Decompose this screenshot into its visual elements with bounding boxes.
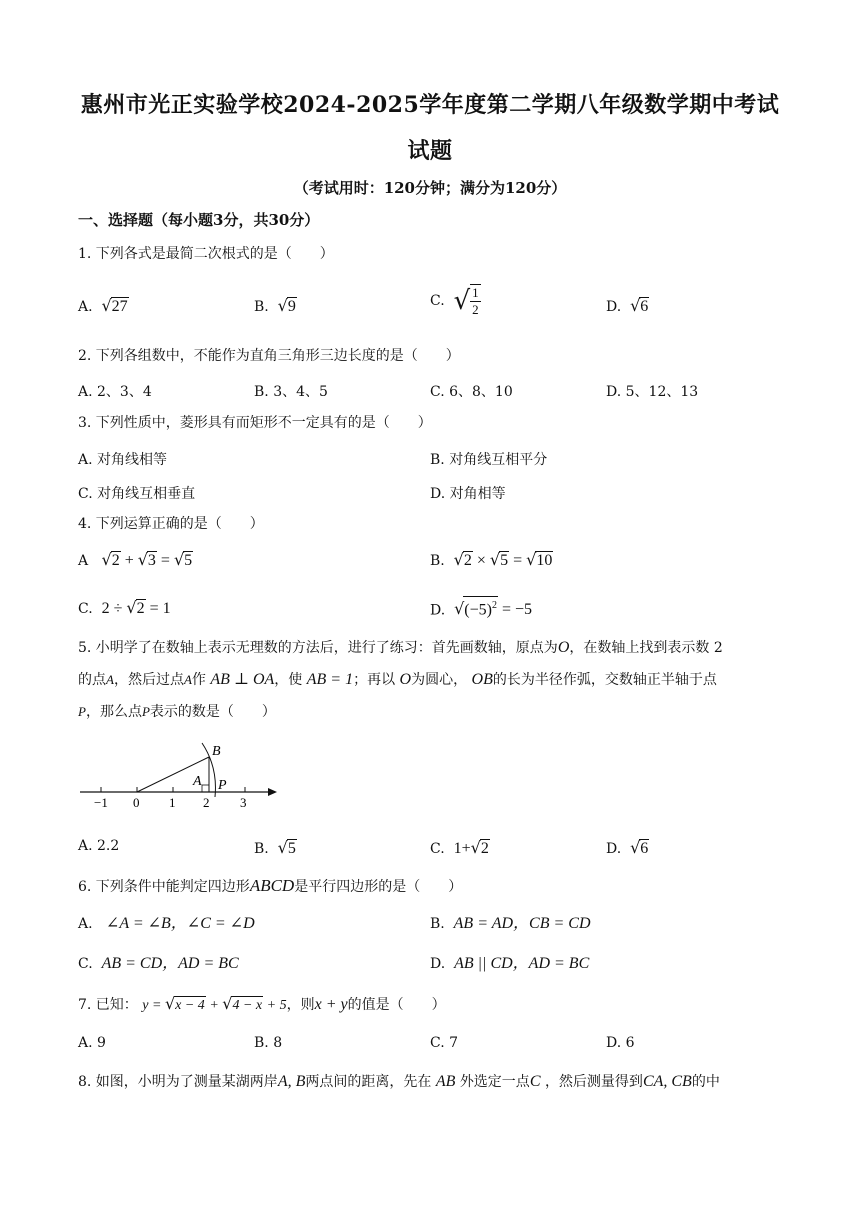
q3-option-c: C. 对角线互相垂直 — [78, 486, 196, 502]
q2-option-b: B. 3、4、5 — [254, 384, 328, 400]
option-label: C. — [430, 841, 445, 857]
question-7-stem — [78, 988, 778, 1022]
q7-text: 的值是（ ） — [347, 997, 446, 1013]
q5-math: O — [557, 639, 570, 656]
q7-option-d: D. 6 — [606, 1035, 635, 1051]
q5-math: AB = 1 — [306, 671, 354, 688]
q1-option-d: D. √6 — [606, 296, 649, 315]
q8-math: C — [529, 1073, 541, 1090]
option-label: C. — [78, 601, 93, 617]
question-5-stem — [78, 632, 798, 728]
q5-math: P — [78, 704, 86, 719]
q8-math: A, B — [277, 1073, 306, 1090]
q3-option-a: A. 对角线相等 — [78, 452, 168, 468]
q7-option-b: B. 8 — [254, 1035, 283, 1051]
q7-option-a: A. 9 — [78, 1035, 106, 1051]
math-prefix: 1+ — [453, 840, 471, 857]
q5-option-a: A. 2.2 — [78, 838, 120, 854]
q5-text: ，那么点 — [85, 704, 142, 720]
option-label: A. — [78, 916, 93, 932]
fraction-numerator: 1 — [472, 285, 479, 300]
question-8-stem — [78, 1066, 798, 1098]
point-label-b: B — [212, 744, 221, 759]
radicand: 2 — [480, 840, 489, 857]
question-4-stem: 4. 下列运算正确的是（ ） — [78, 516, 264, 532]
option-math: AB = AD，CB = CD — [453, 915, 591, 932]
q5-math: AB ⊥ OA — [210, 671, 275, 688]
option-math: AB || CD，AD = BC — [454, 955, 590, 972]
tick-label: 0 — [133, 795, 140, 810]
option-label: C. — [430, 293, 445, 309]
point-label-p: P — [218, 778, 227, 793]
q5-option-c: C. 1+√2 — [430, 838, 489, 857]
question-3-stem: 3. 下列性质中，菱形具有而矩形不一定具有的是（ ） — [78, 415, 432, 431]
title-line-2: 试题 — [407, 138, 453, 164]
q5-math: A — [183, 672, 192, 687]
option-label: A — [78, 553, 89, 569]
q3-option-d: D. 对角相等 — [430, 486, 506, 502]
q5-math: P — [141, 704, 150, 719]
q4-option-c: C. 2 ÷ √2 = 1 — [78, 598, 171, 617]
q5-text: 的长为半径作弧，交数轴正半轴于点 — [492, 672, 717, 688]
q6-option-a — [78, 910, 255, 933]
option-label: D. — [430, 602, 446, 619]
q5-text: 为圆心， — [411, 672, 468, 688]
q5-text: 作 — [191, 672, 206, 688]
q2-option-d: D. 5、12、13 — [606, 384, 699, 400]
q8-text: ，然后测量得到 — [544, 1074, 643, 1090]
question-6-stem — [78, 870, 778, 903]
point-label-a: A — [193, 774, 202, 789]
radicand: 5 — [287, 840, 296, 857]
option-label: D. — [606, 299, 622, 315]
option-label: B. — [430, 916, 445, 932]
q5-text: ，使 — [274, 672, 303, 688]
q2-option-a: A. 2、3、4 — [78, 384, 152, 400]
q5-text: ；再以 — [353, 672, 396, 688]
radicand: 6 — [640, 298, 649, 315]
title-line-1: 惠州市光正实验学校2024-2025学年度第二学期八年级数学期中考试 — [80, 92, 780, 118]
q2-option-c: C. 6、8、10 — [430, 384, 513, 400]
q5-option-d: D. √6 — [606, 838, 649, 857]
tick-label: −1 — [94, 795, 108, 810]
question-2-stem: 2. 下列各组数中，不能作为直角三角形三边长度的是（ ） — [78, 348, 460, 364]
option-math: AB = CD，AD = BC — [101, 955, 239, 972]
q5-text: 的点 — [78, 672, 106, 688]
q3-option-b: B. 对角线互相平分 — [430, 452, 548, 468]
q4-option-b: B. √2 × √5 = √10 — [430, 550, 553, 569]
number-line-figure — [72, 735, 292, 815]
q8-math: AB — [435, 1073, 456, 1090]
q6-option-d — [430, 950, 589, 973]
q7-text: 7. 已知： — [78, 997, 138, 1013]
q5-math: OB — [471, 671, 493, 688]
q8-math: CA, CB — [642, 1073, 692, 1090]
arrow-icon — [268, 788, 277, 796]
q8-text: 两点间的距离，先在 — [305, 1074, 432, 1090]
question-1-stem: 1. 下列各式是最简二次根式的是（ ） — [78, 246, 334, 262]
q7-equation: y = √x − 4 + √4 − x + 5 — [142, 994, 287, 1013]
q5-math: A — [106, 672, 114, 687]
q5-text: ，然后过点 — [113, 672, 184, 688]
q5-math: O — [399, 671, 412, 688]
q4-option-d: D. $√(-5)^2 = -5$ — [430, 596, 532, 619]
tick-label: 1 — [169, 795, 176, 810]
q6-math: ABCD — [249, 876, 295, 895]
option-math: ∠A = ∠B，∠C = ∠D — [105, 915, 255, 932]
exam-subtitle: （考试用时：120分钟；满分为120分） — [293, 179, 567, 197]
q8-text: 外选定一点 — [459, 1074, 530, 1090]
q4-option-a: A √2 + √3 = √5 — [78, 550, 193, 569]
q6-option-b — [430, 910, 591, 933]
right-angle-mark — [202, 785, 209, 792]
option-label: D. — [606, 841, 622, 857]
radicand: 27 — [111, 298, 128, 315]
option-label: C. — [78, 956, 93, 972]
q5-text: ，在数轴上找到表示数 2 — [569, 640, 723, 656]
option-label: B. — [430, 553, 445, 569]
option-label: A. — [78, 299, 93, 315]
option-label: B. — [254, 299, 269, 315]
q8-text: 8. 如图，小明为了测量某湖两岸 — [78, 1074, 278, 1090]
option-label: B. — [254, 841, 269, 857]
q6-text: 是平行四边形的是（ ） — [294, 879, 463, 895]
q5-text: 表示的数是（ ） — [149, 704, 276, 720]
radicand: 9 — [287, 298, 296, 315]
tick-label: 2 — [203, 795, 210, 810]
q7-math: x + y — [314, 996, 348, 1013]
q7-option-c: C. 7 — [430, 1035, 459, 1051]
q1-option-b: B. √9 — [254, 296, 296, 315]
radicand: 6 — [640, 840, 649, 857]
q8-text: 的中 — [691, 1074, 720, 1090]
q6-text: 6. 下列条件中能判定四边形 — [78, 879, 250, 895]
q5-text: 5. 小明学了在数轴上表示无理数的方法后，进行了练习：首先画数轴，原点为 — [78, 640, 558, 656]
fraction-denominator: 2 — [472, 302, 479, 317]
q1-option-a: A. √27 — [78, 296, 128, 315]
option-label: D. — [430, 956, 446, 972]
q6-option-c — [78, 950, 239, 973]
section-heading: 一、选择题（每小题3分，共30分） — [78, 211, 320, 229]
q7-text: ，则 — [286, 997, 315, 1013]
tick-label: 3 — [240, 795, 247, 810]
q1-option-c: C. √ $\frac{1}{2}$ — [430, 285, 479, 317]
q5-option-b: B. √5 — [254, 838, 296, 857]
